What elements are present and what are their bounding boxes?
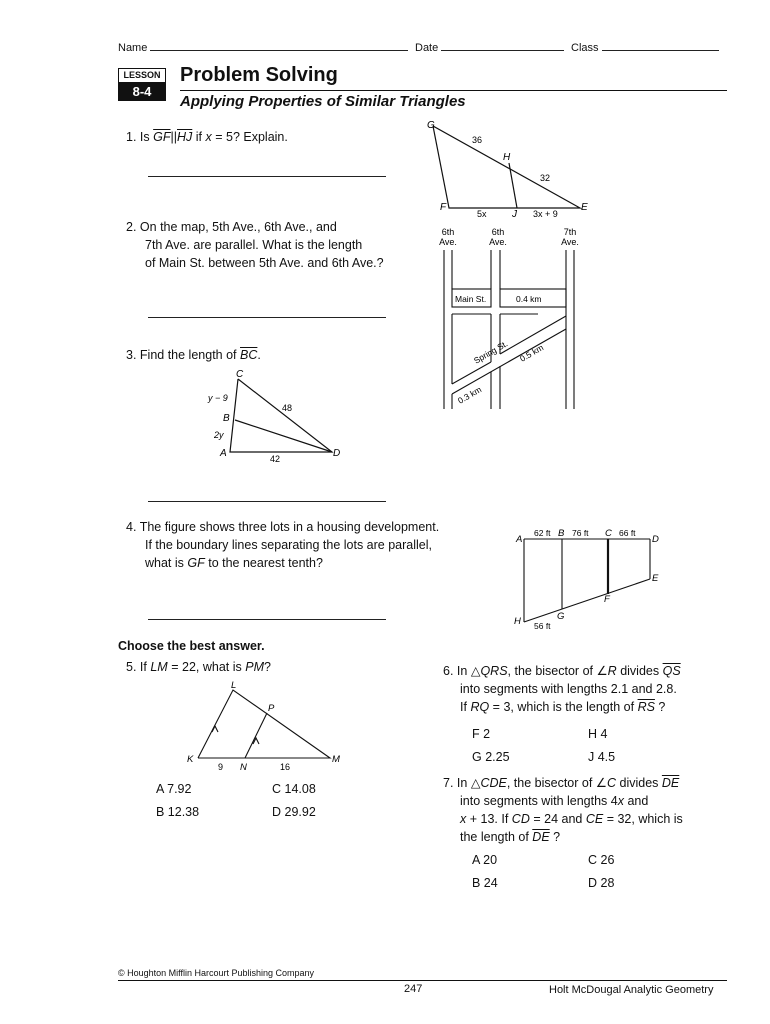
q5-label-16: 16 (280, 762, 291, 772)
q6-line-3a: If (460, 700, 467, 714)
q6-choice-g[interactable]: G 2.25 (472, 750, 510, 764)
footer-copyright: © Houghton Mifflin Harcourt Publishing Company (118, 968, 315, 978)
q7-line-3a: + 13. If (469, 812, 509, 826)
page-subtitle: Applying Properties of Similar Triangles (180, 93, 466, 110)
q3-label-2y: 2y (214, 430, 224, 440)
q7-line-2a: into segments with lengths 4 (460, 794, 618, 808)
map-label-spring-st: Spring St. (472, 338, 510, 366)
q3-number: 3. (126, 348, 137, 362)
q6-text-b: , the bisector of ∠ (507, 664, 608, 678)
q4-label-76ft: 76 ft (572, 528, 589, 538)
q7-seg-de-2: $\overline{DE}$ (532, 830, 550, 844)
q7-text-b: , the bisector of ∠ (506, 776, 607, 790)
q1-seg-hj: $\overline{HJ}$ (177, 130, 193, 144)
q4-var-gf: GF (187, 556, 205, 570)
q1-label-e: E (581, 202, 588, 213)
q5-choice-b[interactable]: B 12.38 (156, 805, 200, 819)
section-heading: Choose the best answer. (118, 639, 265, 653)
question-7 (443, 774, 683, 846)
q5-var-lm: LM (150, 660, 168, 674)
question-2 (126, 218, 384, 272)
q7-text-a: In △ (456, 776, 481, 790)
q6-choice-j[interactable]: J 4.5 (588, 750, 616, 764)
date-field (415, 42, 564, 54)
q5-label-k: K (187, 754, 194, 765)
lesson-label: LESSON (118, 68, 166, 83)
q2-line-1: On the map, 5th Ave., 6th Ave., and (139, 220, 337, 234)
q3-label-42: 42 (270, 454, 281, 464)
q4-label-66ft: 66 ft (619, 528, 636, 538)
q1-label-36: 36 (472, 135, 483, 145)
q7-line-3c: = 32, which is (606, 812, 683, 826)
q4-label-d: D (652, 534, 659, 545)
q2-map (428, 224, 588, 412)
q2-line-2: 7th Ave. are parallel. What is the length (145, 238, 363, 252)
q4-label-a: A (516, 534, 523, 545)
q7-qmark: ? (553, 830, 561, 844)
q1-parallel: || (170, 130, 177, 144)
q7-var-ang: C (606, 776, 617, 790)
lesson-badge (118, 68, 166, 101)
class-blank[interactable] (602, 50, 719, 51)
q1-label-5x: 5x (477, 209, 487, 219)
q4-figure (510, 524, 670, 632)
title-rule (180, 90, 727, 91)
question-4 (126, 518, 439, 572)
q4-label-e: E (652, 573, 659, 584)
q3-figure (200, 366, 350, 466)
footer-book-title: Holt McDougal Analytic Geometry (549, 984, 714, 996)
q5-choice-a[interactable]: A 7.92 (156, 782, 192, 796)
map-label-col2a: 6th (491, 227, 505, 237)
q6-seg-rs: $\overline{RS}$ (637, 700, 655, 714)
q3-text: Find the length of (139, 348, 237, 362)
map-label-03km: 0.3 km (456, 384, 484, 406)
map-label-col3b: Ave. (561, 237, 579, 247)
q4-line-3a: what is (145, 556, 184, 570)
footer-rule (118, 980, 727, 981)
q6-var-rq: RQ (470, 700, 490, 714)
q5-text-mid: = 22, what is (171, 660, 242, 674)
q4-label-62ft: 62 ft (534, 528, 551, 538)
q4-label-h: H (514, 616, 521, 627)
q6-line-3b: = 3, which is the length of (492, 700, 635, 714)
q7-number: 7. (443, 776, 454, 790)
q3-seg-bc: $\overline{BC}$ (240, 348, 258, 362)
q4-label-56ft: 56 ft (534, 621, 551, 631)
q7-seg-de: $\overline{DE}$ (661, 776, 680, 790)
q6-var-ang: R (607, 664, 617, 678)
q3-period: . (257, 348, 261, 362)
q7-line-4a: the length of (460, 830, 529, 844)
q4-label-f: F (604, 594, 610, 605)
q7-choice-c[interactable]: C 26 (588, 853, 615, 867)
q6-choice-h[interactable]: H 4 (588, 727, 608, 741)
q7-var-x2: x (460, 812, 467, 826)
q3-label-48: 48 (282, 403, 293, 413)
question-6 (443, 662, 681, 716)
q5-choice-c[interactable]: C 14.08 (272, 782, 316, 796)
q7-var-tri: CDE (480, 776, 507, 790)
q4-line-1: The figure shows three lots in a housing development. (139, 520, 440, 534)
q6-text-c: divides (620, 664, 660, 678)
q3-label-b: B (223, 413, 230, 424)
map-label-col3a: 7th (563, 227, 577, 237)
q5-label-9: 9 (218, 762, 224, 772)
q1-label-h: H (503, 152, 511, 163)
q4-line-3b: to the nearest tenth? (208, 556, 323, 570)
question-3 (126, 346, 261, 364)
date-blank[interactable] (441, 50, 564, 51)
map-label-col1a: 6th (441, 227, 455, 237)
q6-line-2: into segments with lengths 2.1 and 2.8. (460, 682, 677, 696)
q5-qmark: ? (263, 660, 271, 674)
q3-label-a: A (220, 448, 227, 459)
q5-figure (180, 678, 350, 773)
q1-label-j: J (512, 209, 517, 220)
q1-text: Is (139, 130, 150, 144)
q1-number: 1. (126, 130, 137, 144)
q5-label-p: P (268, 703, 275, 714)
q4-line-2: If the boundary lines separating the lots are parallel, (145, 538, 432, 552)
q6-number: 6. (443, 664, 454, 678)
q3-label-d: D (333, 448, 341, 459)
q2-answer-line[interactable] (148, 317, 386, 318)
q4-number: 4. (126, 520, 137, 534)
q1-triangle (433, 126, 580, 208)
q7-var-x: x (617, 794, 624, 808)
q1-label-3x9: 3x + 9 (533, 209, 558, 219)
q3-answer-line[interactable] (148, 501, 386, 502)
q7-text-c: divides (619, 776, 659, 790)
q6-var-tri: QRS (480, 664, 508, 678)
q7-choice-b[interactable]: B 24 (472, 876, 498, 890)
q5-choice-d[interactable]: D 29.92 (272, 805, 316, 819)
q5-label-l: L (231, 680, 237, 691)
q2-line-3: of Main St. between 5th Ave. and 6th Ave.? (145, 256, 384, 270)
q1-label-f: F (440, 202, 447, 213)
q4-label-c: C (605, 528, 612, 539)
q1-label-32: 32 (540, 173, 551, 183)
q6-seg-qs: $\overline{QS}$ (662, 664, 681, 678)
q5-label-n: N (240, 762, 247, 773)
q2-number: 2. (126, 220, 137, 234)
name-field (118, 42, 408, 54)
q7-line-2b: and (627, 794, 649, 808)
q1-figure (420, 118, 590, 220)
q1-segment-hj (509, 163, 517, 208)
map-label-05km: 0.5 km (518, 342, 546, 364)
class-label: Class (571, 42, 599, 54)
class-field (571, 42, 719, 54)
q7-choice-d[interactable]: D 28 (588, 876, 615, 890)
q1-answer-line[interactable] (148, 176, 386, 177)
q1-seg-gf: $\overline{GF}$ (153, 130, 171, 144)
map-label-col1b: Ave. (439, 237, 457, 247)
q1-label-g: G (427, 120, 435, 131)
date-label: Date (415, 42, 439, 54)
question-1 (126, 128, 288, 146)
q7-var-cd: CD (511, 812, 530, 826)
q4-label-g: G (557, 611, 565, 622)
q7-line-3b: = 24 and (533, 812, 583, 826)
q6-choice-f[interactable]: F 2 (472, 727, 491, 741)
q1-var: x (205, 130, 212, 144)
q5-text: If (139, 660, 147, 674)
map-label-col2b: Ave. (489, 237, 507, 247)
q1-text-end: = 5? Explain. (215, 130, 288, 144)
q5-number: 5. (126, 660, 137, 674)
map-label-main-st: Main St. (455, 294, 487, 304)
q7-choice-a[interactable]: A 20 (472, 853, 498, 867)
name-blank[interactable] (150, 50, 408, 51)
q4-label-b: B (558, 528, 565, 539)
q6-qmark: ? (658, 700, 666, 714)
q7-var-ce: CE (585, 812, 604, 826)
name-label: Name (118, 42, 148, 54)
page-title: Problem Solving (180, 64, 338, 86)
q5-label-m: M (332, 754, 340, 765)
q5-var-pm: PM (245, 660, 264, 674)
page-number: 247 (404, 983, 423, 995)
lesson-number: 8-4 (118, 83, 166, 101)
q3-label-y9: y − 9 (208, 393, 228, 403)
question-5 (126, 658, 271, 676)
q3-label-c: C (236, 369, 244, 380)
q4-answer-line[interactable] (148, 619, 386, 620)
map-label-04km: 0.4 km (516, 294, 542, 304)
q6-text-a: In △ (456, 664, 481, 678)
q1-text-if: if (195, 130, 203, 144)
